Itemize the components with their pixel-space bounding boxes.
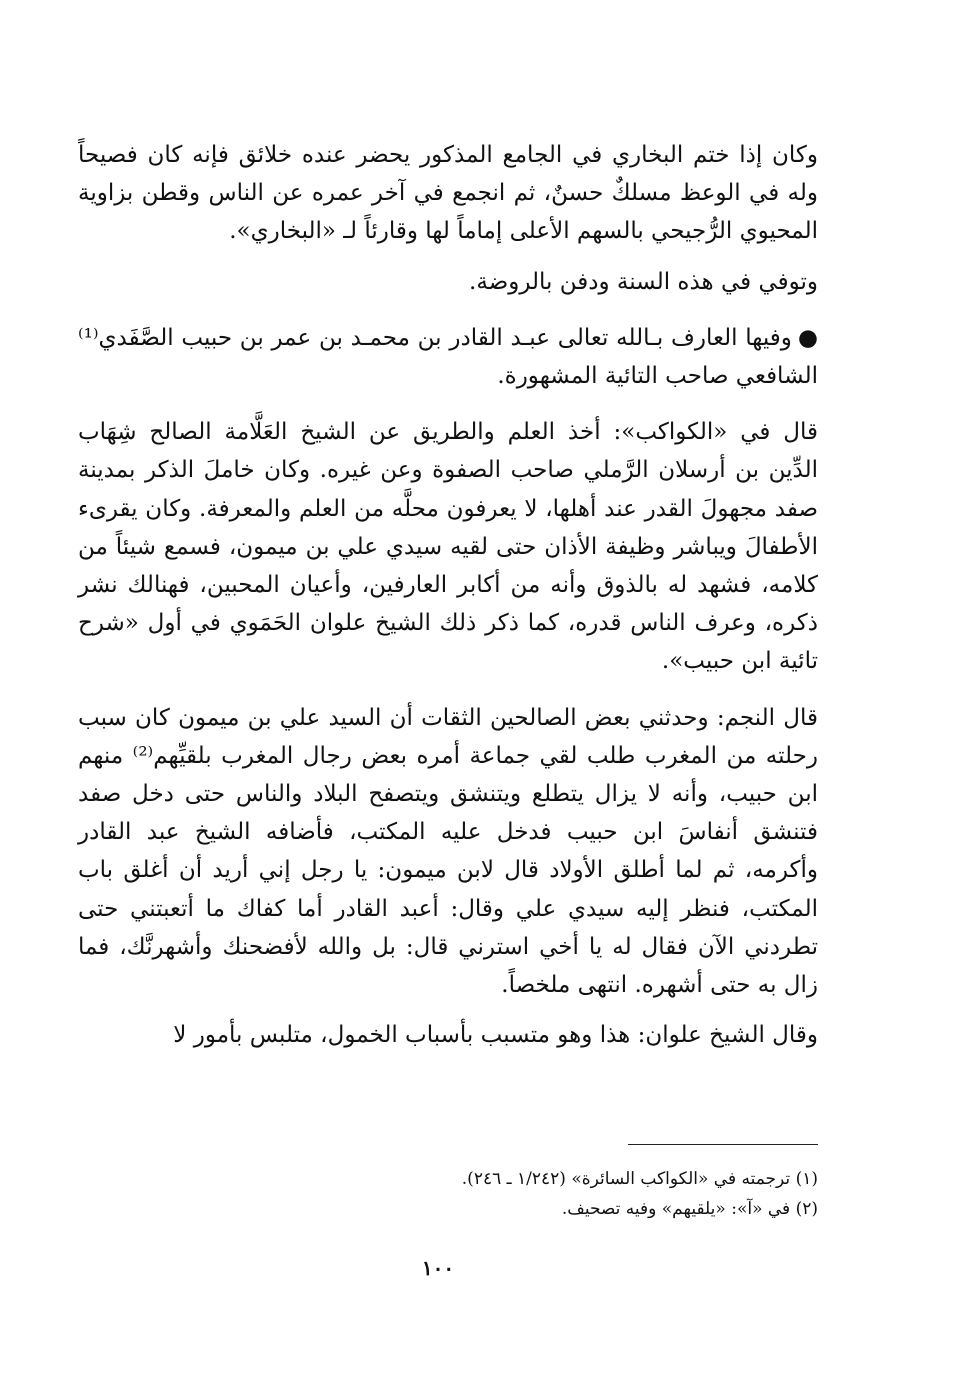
paragraph-4: قال في «الكواكب»: أخذ العلم والطريق عن الشيخ العَلَّامة الصالح شِهَاب الدِّين بن أرسلان الرَّملي صاحب الصفوة وعن غيره. وكان خاملَ الذكر بمدينة صفد مجهولَ القدر عند أهلها، لا يعرفون محلَّه من العلم والمعرفة. وكان يقرىء الأطفالَ ويباشر وظيفة الأذان حتى لقيه سيدي علي بن ميمون، فسمع شيئاً من كلامه، فشهد له بالذوق وأنه من أكابر العارفين، وأعيان المحبين، فهنالك نشر ذكره، وعرف الناس قدره، كما ذكر ذلك الشيخ علوان الحَمَوي في أول «شرح تائية ابن حبيب». (78, 419, 818, 675)
bullet-icon: ● (797, 324, 818, 351)
main-text (78, 136, 818, 1054)
footnote-1: (١) ترجمته في «الكواكب السائرة» (١/٢٤٢ ـ ٢٤٦). (461, 1169, 818, 1189)
page-number: ١٠٠ (421, 1256, 455, 1280)
footnote-2: (٢) في «آ»: «يلقيهم» وفيه تصحيف. (561, 1199, 818, 1219)
paragraph-6: وقال الشيخ علوان: هذا وهو متسبب بأسباب الخمول، متلبس بأمور لا (173, 1022, 818, 1049)
footnotes (78, 1164, 818, 1224)
footnote-divider (628, 1144, 818, 1145)
paragraph-1: وكان إذا ختم البخاري في الجامع المذكور يحضر عنده خلائق فإنه كان فصيحاً وله في الوعظ مسلكٌ حسنٌ، ثم انجمع في آخر عمره عن الناس وقطن بزاوية المحيوي الرُّجيحي بالسهم الأعلى إماماً لها وقارئاً لـ «البخاري». (78, 142, 818, 245)
paragraph-3 (78, 319, 818, 395)
paragraph-3-text: وفيها العارف بـالله تعالى عبـد القادر بن محمـد بن عمر بن حبيب الصَّفَدي⁽¹⁾ الشافعي صاحب التائية المشهورة. (78, 324, 818, 390)
paragraph-2: وتوفي في هذه السنة ودفن بالروضة. (469, 268, 818, 295)
paragraph-5: قال النجم: وحدثني بعض الصالحين الثقات أن السيد علي بن ميمون كان سبب رحلته من المغرب طلب لقي جماعة أمره بعض رجال المغرب بلقيِّهم⁽²⁾ منهم ابن حبيب، وأنه لا يزال يتطلع ويتنشق ويتصفح البلاد والناس حتى دخل صفد فتنشق أنفاسَ ابن حبيب فدخل عليه المكتب، فأضافه الشيخ عبد القادر وأكرمه، ثم لما أطلق الأولاد قال لابن ميمون: يا رجل إني أريد أن أغلق باب المكتب، فنظر إليه سيدي علي وقال: أعبد القادر أما كفاك ما أتعبتني حتى تطردني الآن فقال له يا أخي استرني قال: بل والله لأفضحنك وأشهرنَّك، فما زال به حتى أشهره. انتهى ملخصاً. (78, 704, 818, 999)
